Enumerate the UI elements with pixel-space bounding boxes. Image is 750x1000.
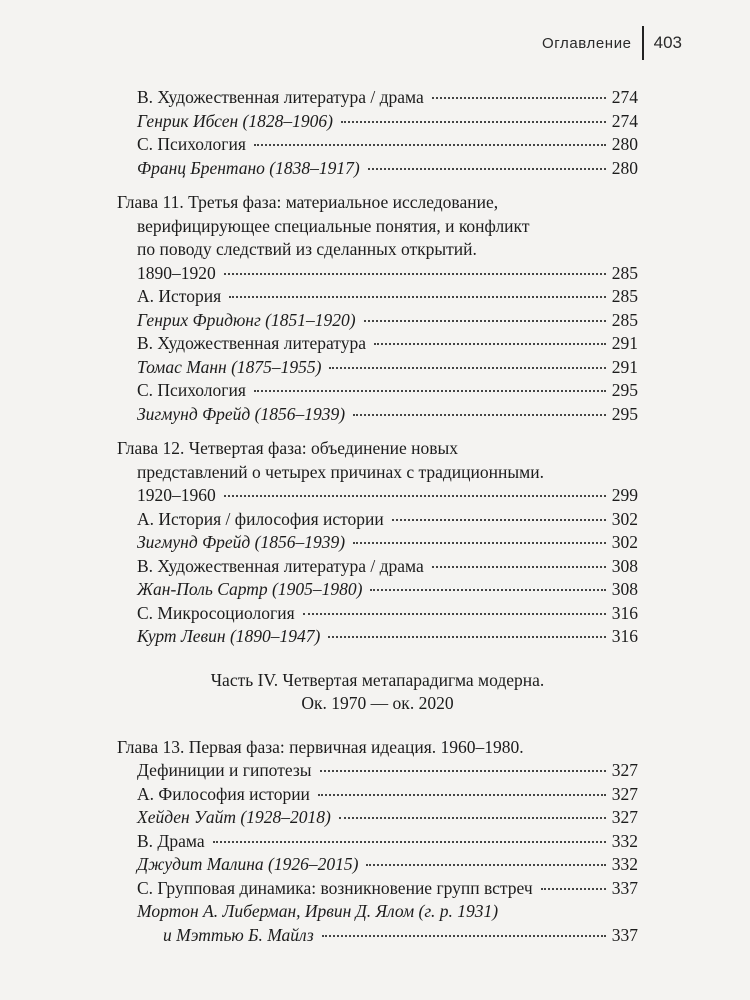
leader-dots (328, 636, 605, 638)
chapter-11-entry[interactable] (117, 262, 638, 286)
leader-dots (320, 770, 606, 772)
toc-entry-page: 308 (611, 579, 638, 599)
leader-dots (322, 935, 606, 937)
leader-dots (224, 495, 606, 497)
chapter-11-title-cont (117, 238, 638, 262)
leader-dots (368, 168, 606, 170)
toc-entry[interactable] (117, 86, 638, 110)
toc-entry[interactable] (117, 853, 638, 877)
toc-entry[interactable] (117, 285, 638, 309)
chapter-11-title (117, 191, 638, 215)
chapter-12-entry[interactable] (117, 484, 638, 508)
toc-entry[interactable] (117, 379, 638, 403)
leader-dots (374, 343, 606, 345)
chapter-years: 1890–1920 (137, 262, 216, 283)
toc-entry-title: Хейден Уайт (1928–2018) (137, 807, 331, 827)
leader-dots (254, 390, 606, 392)
toc-entry-page: 327 (611, 783, 638, 804)
page-number: 403 (653, 33, 682, 52)
leader-dots (392, 519, 606, 521)
running-title: Оглавление (541, 34, 632, 52)
page-header (542, 26, 682, 60)
toc-entry[interactable] (117, 602, 638, 626)
toc-entry-page: 299 (611, 485, 638, 505)
chapter-title-line: представлений о четырех причинах с традиционными. (137, 461, 544, 482)
toc-entry-title: A. История / философия истории (137, 508, 384, 529)
toc-entry-page: 332 (611, 830, 638, 851)
toc-entry-page: 295 (611, 380, 638, 400)
spacer (117, 649, 638, 669)
toc-entry-page: 337 (611, 924, 638, 945)
toc-entry-page: 285 (611, 262, 638, 283)
toc-entry-title: B. Драма (137, 830, 205, 851)
toc-entry[interactable] (117, 806, 638, 830)
leader-dots (224, 273, 606, 275)
toc-entry-page: 337 (611, 877, 638, 898)
toc-entry-title: B. Художественная литература / драма (137, 87, 424, 107)
leader-dots (353, 542, 606, 544)
toc-entry-title: Генрих Фридюнг (1851–1920) (137, 309, 356, 330)
toc-entry[interactable] (117, 877, 638, 901)
leader-dots (353, 414, 606, 416)
toc-entry-page: 302 (611, 532, 638, 552)
toc-entry-title: и Мэттью Б. Майлз (163, 924, 314, 945)
toc-entry-title: Зигмунд Фрейд (1856–1939) (137, 532, 346, 552)
toc-entry-title: Курт Левин (1890–1947) (137, 626, 321, 646)
toc-entry-title: Генрик Ибсен (1828–1906) (137, 110, 333, 131)
leader-dots (370, 589, 605, 591)
leader-dots (254, 144, 606, 146)
spacer (117, 426, 638, 437)
toc-entry-title: Франц Брентано (1838–1917) (137, 157, 360, 178)
leader-dots (366, 864, 605, 866)
spacer (117, 180, 638, 191)
toc-entry-page: 291 (611, 333, 638, 353)
toc-entry-title: Жан-Поль Сартр (1905–1980) (137, 579, 363, 599)
toc-entry-title: B. Художественная литература (137, 333, 366, 353)
leader-dots (329, 367, 605, 369)
toc-entry[interactable] (117, 578, 638, 602)
leader-dots (541, 888, 606, 890)
toc-entry-page: 280 (611, 157, 638, 178)
chapter-title-line: Дефиниции и гипотезы (137, 760, 312, 780)
toc-entry-title: Мортон А. Либерман, Ирвин Д. Ялом (г. р. 1931) (137, 901, 499, 921)
toc-entry[interactable] (117, 332, 638, 356)
toc-entry-page: 274 (611, 110, 638, 131)
chapter-title-line: Глава 13. Первая фаза: первичная идеация. 1960–1980. (117, 736, 524, 757)
part-heading-line2: Ок. 1970 — ок. 2020 (301, 693, 454, 713)
chapter-title-line: Глава 12. Четвертая фаза: объединение новых (117, 438, 459, 458)
toc-entry-page: 316 (611, 602, 638, 623)
toc-entry[interactable] (117, 508, 638, 532)
toc-entry[interactable] (117, 309, 638, 333)
toc-entry[interactable] (117, 531, 638, 555)
toc-entry-title: C. Микросоциология (137, 602, 295, 623)
toc-entry-page: 316 (611, 626, 638, 646)
toc-entry-authors (117, 900, 638, 924)
leader-dots (432, 97, 606, 99)
toc-entry-page: 274 (611, 87, 638, 107)
toc-entry-title: Зигмунд Фрейд (1856–1939) (137, 403, 346, 424)
toc-entry-page: 327 (611, 760, 638, 780)
leader-dots (303, 613, 606, 615)
chapter-13-title (117, 736, 638, 760)
toc-entry[interactable] (117, 157, 638, 181)
toc-entry-title: Томас Манн (1875–1955) (137, 356, 322, 377)
chapter-13-entry[interactable] (117, 759, 638, 783)
table-of-contents (117, 86, 638, 947)
toc-entry-title: C. Психология (137, 380, 246, 400)
leader-dots (364, 320, 606, 322)
toc-entry[interactable] (117, 924, 638, 948)
spacer (117, 716, 638, 736)
chapter-12-title (117, 437, 638, 461)
toc-entry[interactable] (117, 403, 638, 427)
chapter-12-title-cont (117, 461, 638, 485)
chapter-title-line: по поводу следствий из сделанных открытий. (137, 239, 477, 259)
toc-entry[interactable] (117, 133, 638, 157)
toc-entry-title: A. Философия истории (137, 783, 310, 804)
toc-entry-page: 295 (611, 403, 638, 424)
part-heading (117, 692, 638, 716)
toc-entry[interactable] (117, 356, 638, 380)
part-heading-line1: Часть IV. Четвертая метапарадигма модерна. (210, 669, 545, 690)
toc-entry[interactable] (117, 783, 638, 807)
leader-dots (432, 566, 606, 568)
leader-dots (339, 817, 606, 819)
toc-entry-page: 332 (611, 854, 638, 874)
leader-dots (341, 121, 606, 123)
toc-entry-page: 285 (611, 286, 638, 306)
toc-entry-title: A. История (137, 286, 222, 306)
part-heading (117, 669, 638, 693)
leader-dots (213, 841, 606, 843)
toc-entry-page: 327 (611, 807, 638, 827)
leader-dots (318, 794, 606, 796)
toc-entry[interactable] (117, 110, 638, 134)
toc-entry-page: 280 (611, 134, 638, 154)
chapter-title-line: Глава 11. Третья фаза: материальное исследование, (117, 192, 499, 212)
toc-entry-page: 308 (611, 555, 638, 576)
toc-entry-title: C. Психология (137, 134, 246, 154)
toc-entry[interactable] (117, 555, 638, 579)
toc-entry[interactable] (117, 830, 638, 854)
toc-entry-page: 302 (611, 508, 638, 529)
toc-entry-page: 291 (611, 356, 638, 377)
toc-entry-title: Джудит Малина (1926–2015) (137, 854, 359, 874)
chapter-years: 1920–1960 (137, 485, 216, 505)
chapter-11-title-cont (117, 215, 638, 239)
leader-dots (229, 296, 606, 298)
chapter-title-line: верифицирующее специальные понятия, и конфликт (137, 215, 530, 236)
toc-entry-page: 285 (611, 309, 638, 330)
toc-entry-title: C. Групповая динамика: возникновение групп встреч (137, 877, 533, 898)
toc-entry[interactable] (117, 625, 638, 649)
toc-entry-title: B. Художественная литература / драма (137, 555, 424, 576)
